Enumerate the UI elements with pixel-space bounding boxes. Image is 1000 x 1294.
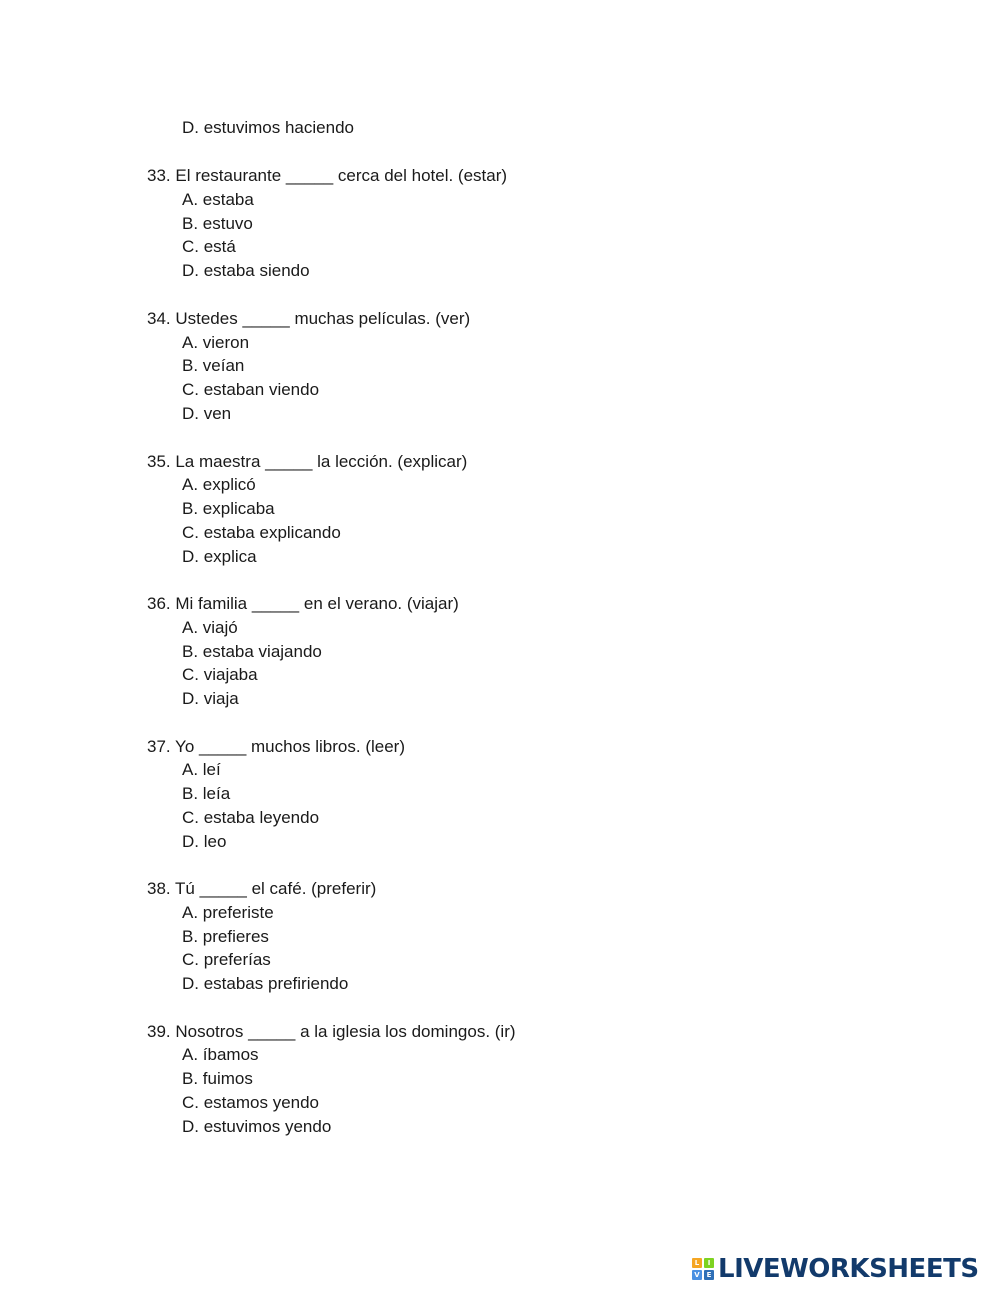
option-33-b: B. estuvo [182, 214, 253, 233]
option-35-c: C. estaba explicando [182, 523, 341, 542]
option-38-d: D. estabas prefiriendo [182, 974, 349, 993]
liveworksheets-logo-icon [692, 1258, 714, 1280]
option-38-a: A. preferiste [182, 903, 274, 922]
question-34: 34. Ustedes _____ muchas películas. (ver) [147, 309, 471, 328]
question-39: 39. Nosotros _____ a la iglesia los domingos. (ir) [147, 1022, 516, 1041]
option-39-d: D. estuvimos yendo [182, 1117, 332, 1136]
logo-icon-cell: L [692, 1258, 702, 1268]
option-35-b: B. explicaba [182, 499, 275, 518]
option-36-c: C. viajaba [182, 665, 258, 684]
option-32-d: D. estuvimos haciendo [182, 118, 354, 137]
option-35-d: D. explica [182, 547, 257, 566]
option-33-d: D. estaba siendo [182, 261, 310, 280]
option-39-c: C. estamos yendo [182, 1093, 320, 1112]
option-34-d: D. ven [182, 404, 232, 423]
logo-icon-cell: E [704, 1270, 714, 1280]
question-36: 36. Mi familia _____ en el verano. (viajar) [147, 594, 459, 613]
option-37-b: B. leía [182, 784, 231, 803]
option-37-d: D. leo [182, 832, 227, 851]
question-37: 37. Yo _____ muchos libros. (leer) [147, 737, 405, 756]
logo-text: LIVEWORKSHEETS [718, 1254, 979, 1284]
question-38: 38. Tú _____ el café. (preferir) [147, 879, 377, 898]
liveworksheets-logo[interactable] [692, 1255, 979, 1283]
logo-icon-cell: I [704, 1258, 714, 1268]
option-34-b: B. veían [182, 356, 245, 375]
option-36-d: D. viaja [182, 689, 239, 708]
logo-icon-cell: V [692, 1270, 702, 1280]
option-36-b: B. estaba viajando [182, 642, 322, 661]
option-39-b: B. fuimos [182, 1069, 253, 1088]
option-37-c: C. estaba leyendo [182, 808, 320, 827]
question-35: 35. La maestra _____ la lección. (explicar) [147, 452, 468, 471]
option-36-a: A. viajó [182, 618, 238, 637]
option-34-c: C. estaban viendo [182, 380, 320, 399]
option-33-c: C. está [182, 237, 236, 256]
option-33-a: A. estaba [182, 190, 254, 209]
option-38-b: B. prefieres [182, 927, 269, 946]
option-35-a: A. explicó [182, 475, 256, 494]
option-34-a: A. vieron [182, 333, 250, 352]
question-33: 33. El restaurante _____ cerca del hotel. (estar) [147, 166, 508, 185]
option-39-a: A. íbamos [182, 1045, 259, 1064]
option-37-a: A. leí [182, 760, 221, 779]
option-38-c: C. preferías [182, 950, 271, 969]
